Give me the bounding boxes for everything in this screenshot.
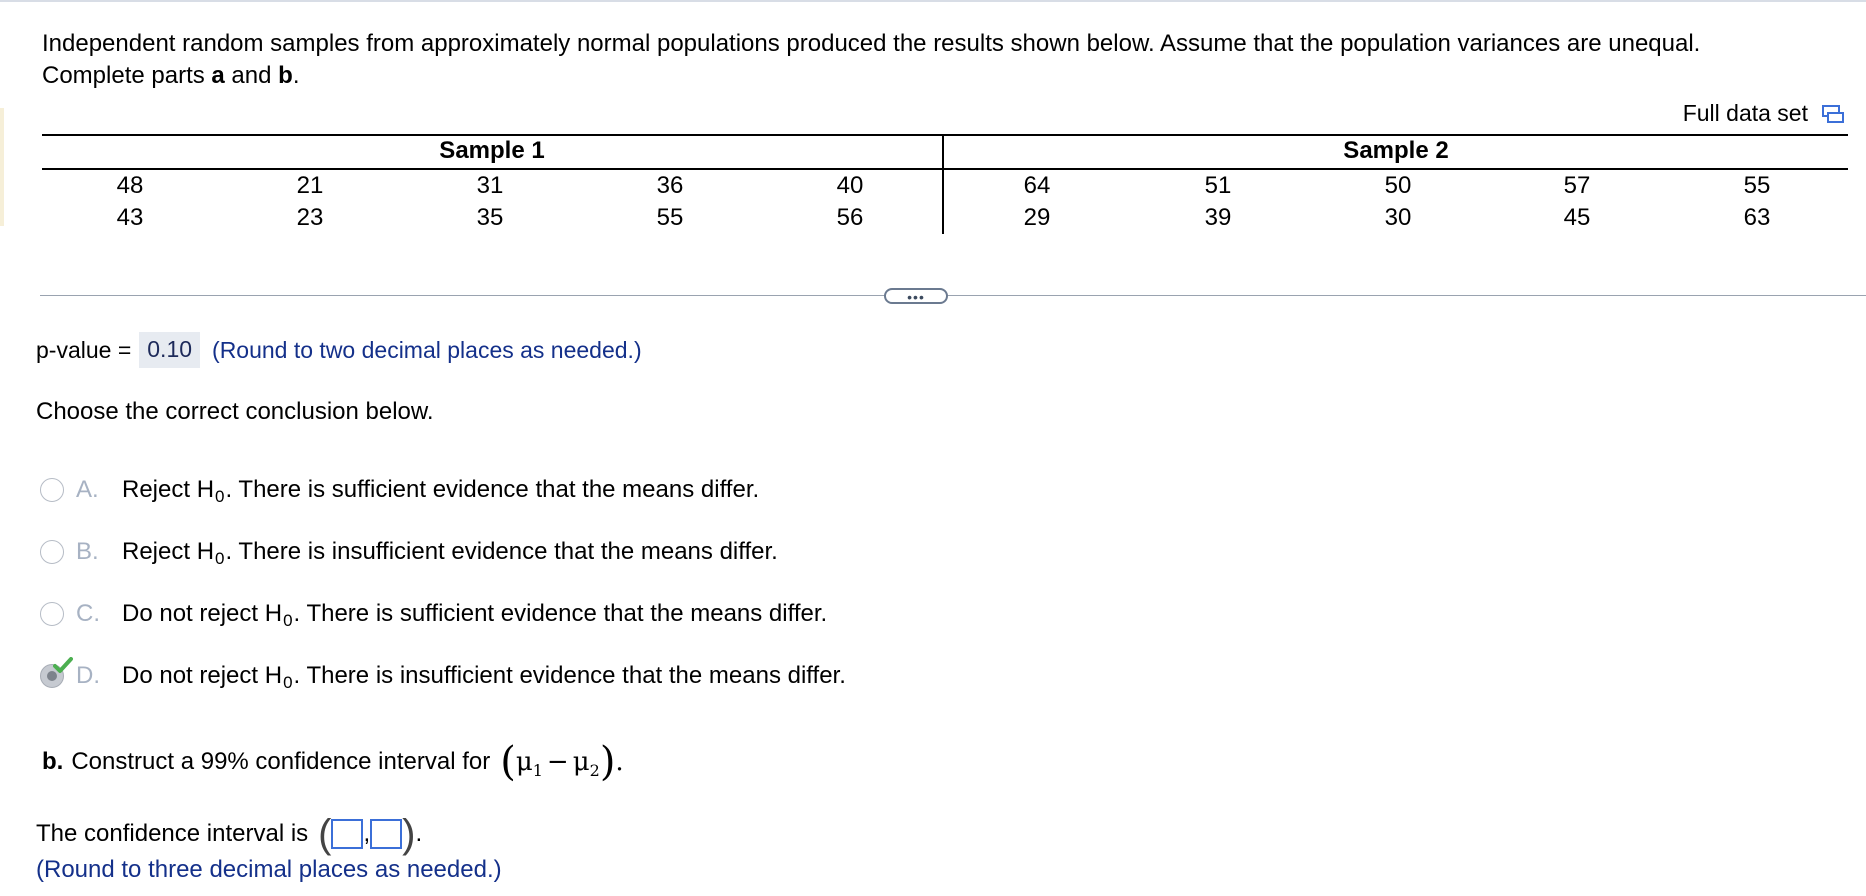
option-b-radio[interactable] [40, 540, 64, 564]
part-b-text: Construct a 99% confidence interval for [71, 748, 491, 775]
pvalue-answer[interactable]: 0.10 [139, 332, 200, 368]
pvalue-row [36, 332, 642, 368]
full-data-set-label: Full data set [1682, 100, 1808, 126]
ci-lower-input[interactable] [331, 819, 363, 849]
table-cell: 31 [476, 172, 504, 199]
table-cell: 45 [1563, 204, 1591, 231]
option-a[interactable]: A. Reject H 0 . There is sufficient evidence that the means differ. [40, 476, 759, 504]
table-cell: 29 [1023, 204, 1051, 231]
mu-difference: ( μ 1 − μ 2 ) . [500, 739, 624, 785]
option-a-radio[interactable] [40, 478, 64, 502]
table-cell: 43 [116, 204, 144, 231]
full-data-set-link[interactable] [1683, 100, 1844, 127]
problem-statement [42, 28, 1842, 92]
option-d[interactable]: D. Do not reject H 0 . There is insufficient evidence that the means differ. [40, 662, 846, 690]
option-letter: B. [76, 538, 99, 565]
option-c[interactable]: C. Do not reject H 0 . There is sufficient evidence that the means differ. [40, 600, 827, 628]
table-cell: 55 [1743, 172, 1771, 199]
option-letter: D. [76, 662, 100, 689]
part-b-label: b. [42, 748, 64, 775]
option-letter: A. [76, 476, 99, 503]
option-d-radio[interactable] [40, 664, 64, 688]
table-cell: 35 [476, 204, 504, 231]
ci-upper-input[interactable] [370, 819, 402, 849]
table-cell: 40 [836, 172, 864, 199]
table-cell: 30 [1384, 204, 1412, 231]
table-cell: 48 [116, 172, 144, 199]
table-header-rule [42, 168, 1848, 170]
copy-icon [1822, 105, 1844, 123]
sample-2-header: Sample 2 [1343, 137, 1449, 164]
checkmark-icon [53, 657, 73, 675]
pvalue-hint: (Round to two decimal places as needed.) [212, 337, 642, 363]
confidence-interval-label: The confidence interval is [36, 820, 309, 847]
ci-hint: (Round to three decimal places as needed.) [36, 856, 502, 883]
table-cell: 57 [1563, 172, 1591, 199]
problem-line-2: Complete parts a and b. [42, 62, 300, 89]
pvalue-label: p-value = [36, 337, 132, 363]
table-cell: 23 [296, 204, 324, 231]
table-cell: 39 [1204, 204, 1232, 231]
table-cell: 50 [1384, 172, 1412, 199]
option-c-radio[interactable] [40, 602, 64, 626]
problem-line-1: Independent random samples from approximately normal populations produced the results shown below. Assume that the population variances are unequal. [42, 30, 1701, 57]
confidence-interval-row: The confidence interval is ( , ) . [36, 812, 423, 856]
table-cell: 51 [1204, 172, 1232, 199]
expand-button[interactable]: ••• [884, 288, 948, 304]
table-cell: 36 [656, 172, 684, 199]
top-border [0, 0, 1866, 2]
table-cell: 64 [1023, 172, 1051, 199]
table-cell: 55 [656, 204, 684, 231]
table-top-rule [42, 134, 1848, 136]
table-cell: 63 [1743, 204, 1771, 231]
table-cell: 56 [836, 204, 864, 231]
section-divider [40, 295, 1866, 296]
table-divider [942, 134, 944, 234]
table-cell: 21 [296, 172, 324, 199]
sample-1-header: Sample 1 [439, 137, 545, 164]
choose-label: Choose the correct conclusion below. [36, 398, 434, 425]
option-b[interactable]: B. Reject H 0 . There is insufficient evidence that the means differ. [40, 538, 778, 566]
option-letter: C. [76, 600, 100, 627]
left-accent-bar [0, 108, 4, 226]
part-b-prompt [42, 739, 624, 785]
data-table [42, 134, 1848, 234]
